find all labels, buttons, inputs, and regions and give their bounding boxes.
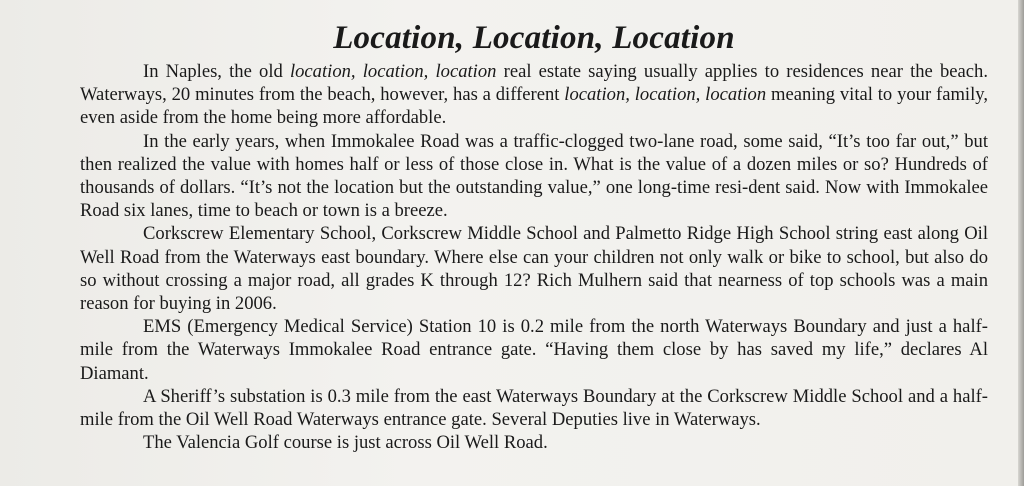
paragraph-naples-emphasis-1: location, location, location	[289, 61, 497, 82]
page-edge-shadow	[1018, 0, 1024, 486]
article-title: Location, Location, Location	[333, 20, 735, 56]
paragraph-golf-course: The Valencia Golf course is just across Oil Well Road.	[143, 432, 548, 454]
paragraph-ems-station: EMS (Emergency Medical Service) Station 10 is 0.2 mile from the north Waterways Boundary and just a half-mile from the Waterways Immokalee Road entrance gate. “Having them close by has saved my life,” declares Al Diamant.	[80, 316, 988, 384]
paragraph-sheriff-substation: A Sheriff’s substation is 0.3 mile from the east Waterways Boundary at the Corkscrew Middle School and a half-mile from the Oil Well Road Waterways entrance gate. Several Deputies live in Waterways.	[80, 385, 988, 431]
article	[80, 18, 988, 454]
paragraph-naples-emphasis-2: location, location, location	[564, 84, 767, 106]
paragraph-naples-text-2: real estate saying usually applies to residences near the beach. Waterways, 20 minutes from the beach, however, has a different	[80, 61, 988, 106]
paragraph-schools: Corkscrew Elementary School, Corkscrew Middle School and Palmetto Ridge High School string east along Oil Well Road from the Waterways east boundary. Where else can your children not only walk or bike to school, but also do so without crossing a major road, all grades K through 12? Rich Mulhern said that nearness of top schools was a main reason for buying in 2006.	[80, 223, 988, 315]
paragraph-naples	[80, 60, 988, 130]
paragraph-naples-text-1: In Naples, the old	[143, 61, 290, 82]
paragraph-naples-text-3: meaning vital to your family, even aside from the home being more affordable.	[80, 84, 988, 129]
paragraph-immokalee-road: In the early years, when Immokalee Road was a traffic-clogged two-lane road, some said, “It’s too far out,” but then realized the value with homes half or less of those close in. What is the value of a dozen miles or so? Hundreds of thousands of dollars. “It’s not the location but the outstanding value,” one long-time resi-dent said. Now with Immokalee Road six lanes, time to beach or town is a breeze.	[80, 130, 988, 222]
